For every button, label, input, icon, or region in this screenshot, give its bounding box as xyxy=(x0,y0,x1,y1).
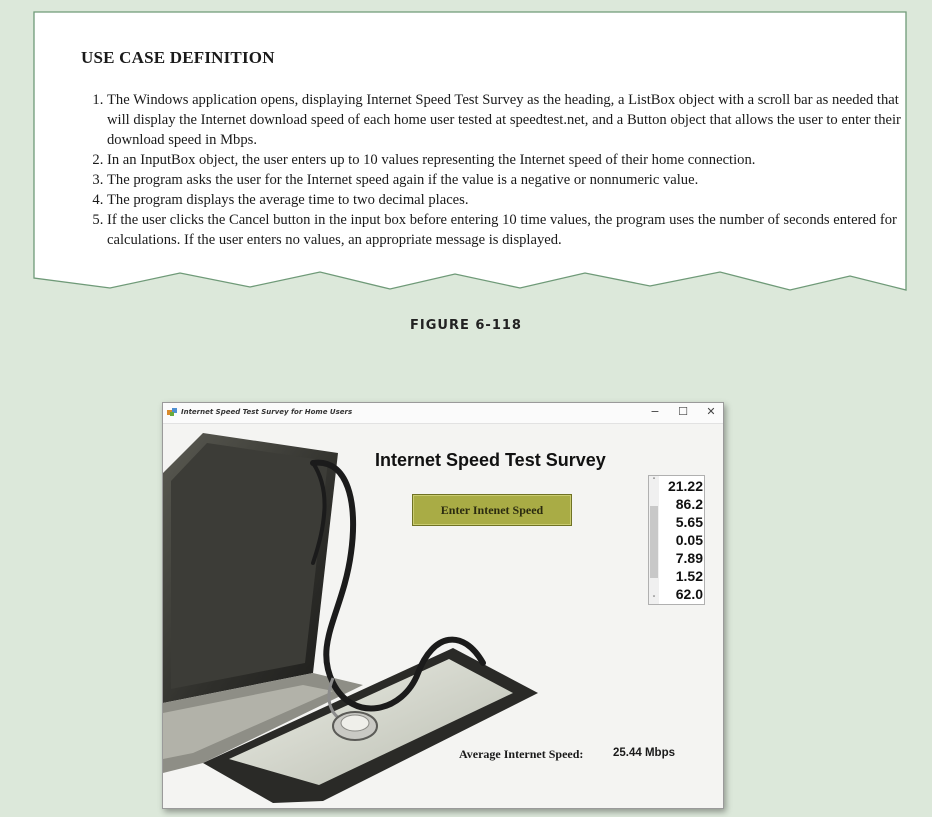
scroll-up-icon[interactable]: ˄ xyxy=(652,477,656,485)
scroll-thumb[interactable] xyxy=(650,506,658,578)
figure-caption: FIGURE 6-118 xyxy=(410,318,522,333)
window-title: Internet Speed Test Survey for Home Users xyxy=(181,408,353,416)
average-speed-label: Average Internet Speed: xyxy=(459,747,584,761)
list-item[interactable]: 0.05 xyxy=(675,532,703,548)
use-case-title: USE CASE DEFINITION xyxy=(81,48,275,67)
speed-list xyxy=(661,477,703,603)
list-item[interactable]: 86.2 xyxy=(675,496,703,512)
close-button[interactable]: ✕ xyxy=(706,405,716,418)
list-item[interactable]: 5.65 xyxy=(675,514,703,530)
enter-speed-button[interactable]: Enter Intenet Speed xyxy=(412,494,572,526)
app-window xyxy=(162,402,724,809)
listbox-scrollbar[interactable] xyxy=(649,476,659,604)
use-case-item: 1. The Windows application opens, displaying Internet Speed Test Survey as the heading, a ListBox object with a scroll bar as needed that will display the Internet download speed of each home user tested at speedtest.net, and a Button object that allows the user to enter their download speed in Mbps. xyxy=(107,90,907,150)
app-heading: Internet Speed Test Survey xyxy=(375,450,606,470)
speed-listbox[interactable] xyxy=(648,475,705,605)
average-speed-value: 25.44 Mbps xyxy=(613,747,675,759)
use-case-item: 2. In an InputBox object, the user enters up to 10 values representing the Internet speed of their home connection. xyxy=(107,150,907,170)
use-case-item: 5. If the user clicks the Cancel button in the input box before entering 10 time values, the program uses the number of seconds entered for calculations. If the user enters no values, an appropriate message is displayed. xyxy=(107,210,907,250)
use-case-item: 3. The program asks the user for the Internet speed again if the value is a negative or nonnumeric value. xyxy=(107,170,907,190)
window-titlebar[interactable] xyxy=(163,403,723,424)
list-item[interactable]: 21.22 xyxy=(667,478,703,494)
maximize-button[interactable]: ☐ xyxy=(678,405,688,418)
app-icon xyxy=(167,407,178,417)
use-case-list xyxy=(83,90,907,250)
use-case-item: 4. The program displays the average time to two decimal places. xyxy=(107,190,907,210)
list-item[interactable]: 1.52 xyxy=(675,568,703,584)
use-case-card xyxy=(34,12,906,282)
minimize-button[interactable]: − xyxy=(650,405,660,418)
list-item[interactable]: 7.89 xyxy=(675,550,703,566)
list-item[interactable]: 62.0 xyxy=(675,586,703,602)
scroll-down-icon[interactable]: ˅ xyxy=(652,595,656,603)
